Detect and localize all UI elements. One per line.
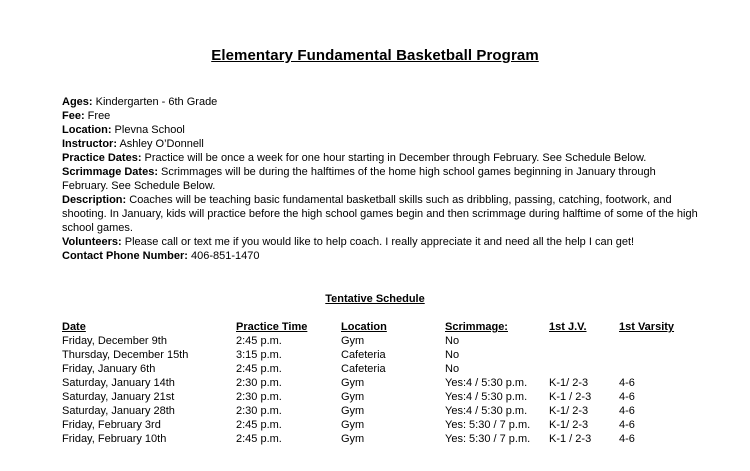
detail-value: Scrimmages will be during the halftimes of the home high school games beginning in January through February. See Schedule Below. <box>62 166 656 192</box>
table-row <box>62 348 679 362</box>
detail-volunteers <box>62 235 702 249</box>
cell-date: Friday, February 10th <box>62 433 167 445</box>
detail-scrimmage-dates <box>62 165 702 193</box>
detail-practice-dates <box>62 151 702 165</box>
detail-label: Location: <box>62 124 112 136</box>
detail-label: Instructor: <box>62 138 117 150</box>
detail-value: Please call or text me if you would like to help coach. I really appreciate it and need all the help I can get! <box>121 236 635 248</box>
header-first-varsity: 1st Varsity <box>619 321 675 333</box>
cell-scrimmage: Yes:4 / 5:30 p.m. <box>445 391 528 403</box>
cell-scrimmage: Yes: 5:30 / 7 p.m. <box>445 419 531 431</box>
detail-value: 406-851-1470 <box>187 250 260 262</box>
cell-location: Gym <box>341 419 365 431</box>
table-row <box>62 376 679 390</box>
cell-location: Cafeteria <box>341 363 386 375</box>
cell-practice-time: 2:45 p.m. <box>236 433 282 445</box>
cell-scrimmage: No <box>445 363 460 375</box>
detail-label: Volunteers: <box>62 236 122 248</box>
detail-value: Plevna School <box>111 124 185 136</box>
header-date: Date <box>62 321 86 333</box>
cell-location: Gym <box>341 335 365 347</box>
cell-location: Gym <box>341 405 365 417</box>
page-title: Elementary Fundamental Basketball Program <box>211 47 539 64</box>
cell-first-varsity <box>619 348 679 362</box>
detail-label: Ages: <box>62 96 93 108</box>
cell-first-jv: K-1 / 2-3 <box>549 433 592 445</box>
cell-scrimmage: No <box>445 349 460 361</box>
detail-fee <box>62 109 702 123</box>
cell-practice-time: 2:30 p.m. <box>236 405 282 417</box>
cell-date: Saturday, January 21st <box>62 391 175 403</box>
cell-first-jv <box>549 348 619 362</box>
header-scrimmage: Scrimmage: <box>445 321 508 333</box>
cell-scrimmage: No <box>445 335 460 347</box>
cell-first-varsity <box>619 362 679 376</box>
detail-label: Contact Phone Number: <box>62 250 188 262</box>
cell-first-varsity <box>619 334 679 348</box>
detail-value: Kindergarten - 6th Grade <box>92 96 218 108</box>
cell-first-jv: K-1/ 2-3 <box>549 419 589 431</box>
cell-first-varsity: 4-6 <box>619 405 635 417</box>
cell-scrimmage: Yes:4 / 5:30 p.m. <box>445 405 528 417</box>
cell-date: Thursday, December 15th <box>62 349 189 361</box>
detail-location <box>62 123 702 137</box>
cell-practice-time: 3:15 p.m. <box>236 349 282 361</box>
detail-description <box>62 193 702 235</box>
cell-first-jv: K-1/ 2-3 <box>549 405 589 417</box>
detail-ages <box>62 95 702 109</box>
detail-label: Practice Dates: <box>62 152 142 164</box>
header-location: Location <box>341 321 387 333</box>
cell-first-varsity: 4-6 <box>619 433 635 445</box>
schedule-table <box>62 320 679 446</box>
cell-first-varsity: 4-6 <box>619 419 635 431</box>
table-row <box>62 404 679 418</box>
table-row <box>62 362 679 376</box>
table-row <box>62 334 679 348</box>
detail-value: Free <box>84 110 111 122</box>
cell-practice-time: 2:45 p.m. <box>236 363 282 375</box>
schedule-title: Tentative Schedule <box>325 293 425 305</box>
cell-first-jv <box>549 362 619 376</box>
schedule-header-row <box>62 320 679 334</box>
cell-location: Gym <box>341 391 365 403</box>
cell-first-jv: K-1 / 2-3 <box>549 391 592 403</box>
cell-practice-time: 2:45 p.m. <box>236 419 282 431</box>
cell-scrimmage: Yes:4 / 5:30 p.m. <box>445 377 528 389</box>
cell-practice-time: 2:30 p.m. <box>236 391 282 403</box>
detail-value: Ashley O’Donnell <box>117 138 204 150</box>
program-details <box>62 95 702 263</box>
cell-location: Cafeteria <box>341 349 386 361</box>
cell-first-jv: K-1/ 2-3 <box>549 377 589 389</box>
cell-date: Friday, December 9th <box>62 335 167 347</box>
cell-date: Saturday, January 28th <box>62 405 175 417</box>
cell-practice-time: 2:30 p.m. <box>236 377 282 389</box>
header-practice-time: Practice Time <box>236 321 308 333</box>
cell-date: Saturday, January 14th <box>62 377 175 389</box>
detail-label: Description: <box>62 194 127 206</box>
cell-date: Friday, January 6th <box>62 363 156 375</box>
detail-instructor <box>62 137 702 151</box>
detail-value: Coaches will be teaching basic fundamental basketball skills such as dribbling, passing, catching, footwork, and shooting. In January, kids will practice before the high school games begin and then scrimmage during halftime of some of the high school games. <box>62 194 698 234</box>
cell-first-varsity: 4-6 <box>619 377 635 389</box>
cell-location: Gym <box>341 433 365 445</box>
cell-location: Gym <box>341 377 365 389</box>
cell-first-jv <box>549 334 619 348</box>
header-first-jv: 1st J.V. <box>549 321 587 333</box>
cell-practice-time: 2:45 p.m. <box>236 335 282 347</box>
detail-label: Fee: <box>62 110 85 122</box>
table-row <box>62 432 679 446</box>
cell-first-varsity: 4-6 <box>619 391 635 403</box>
detail-value: Practice will be once a week for one hour starting in December through February. See Schedule Below. <box>141 152 647 164</box>
table-row <box>62 418 679 432</box>
cell-date: Friday, February 3rd <box>62 419 161 431</box>
table-row <box>62 390 679 404</box>
cell-scrimmage: Yes: 5:30 / 7 p.m. <box>445 433 531 445</box>
detail-label: Scrimmage Dates: <box>62 166 158 178</box>
detail-contact-phone <box>62 249 702 263</box>
